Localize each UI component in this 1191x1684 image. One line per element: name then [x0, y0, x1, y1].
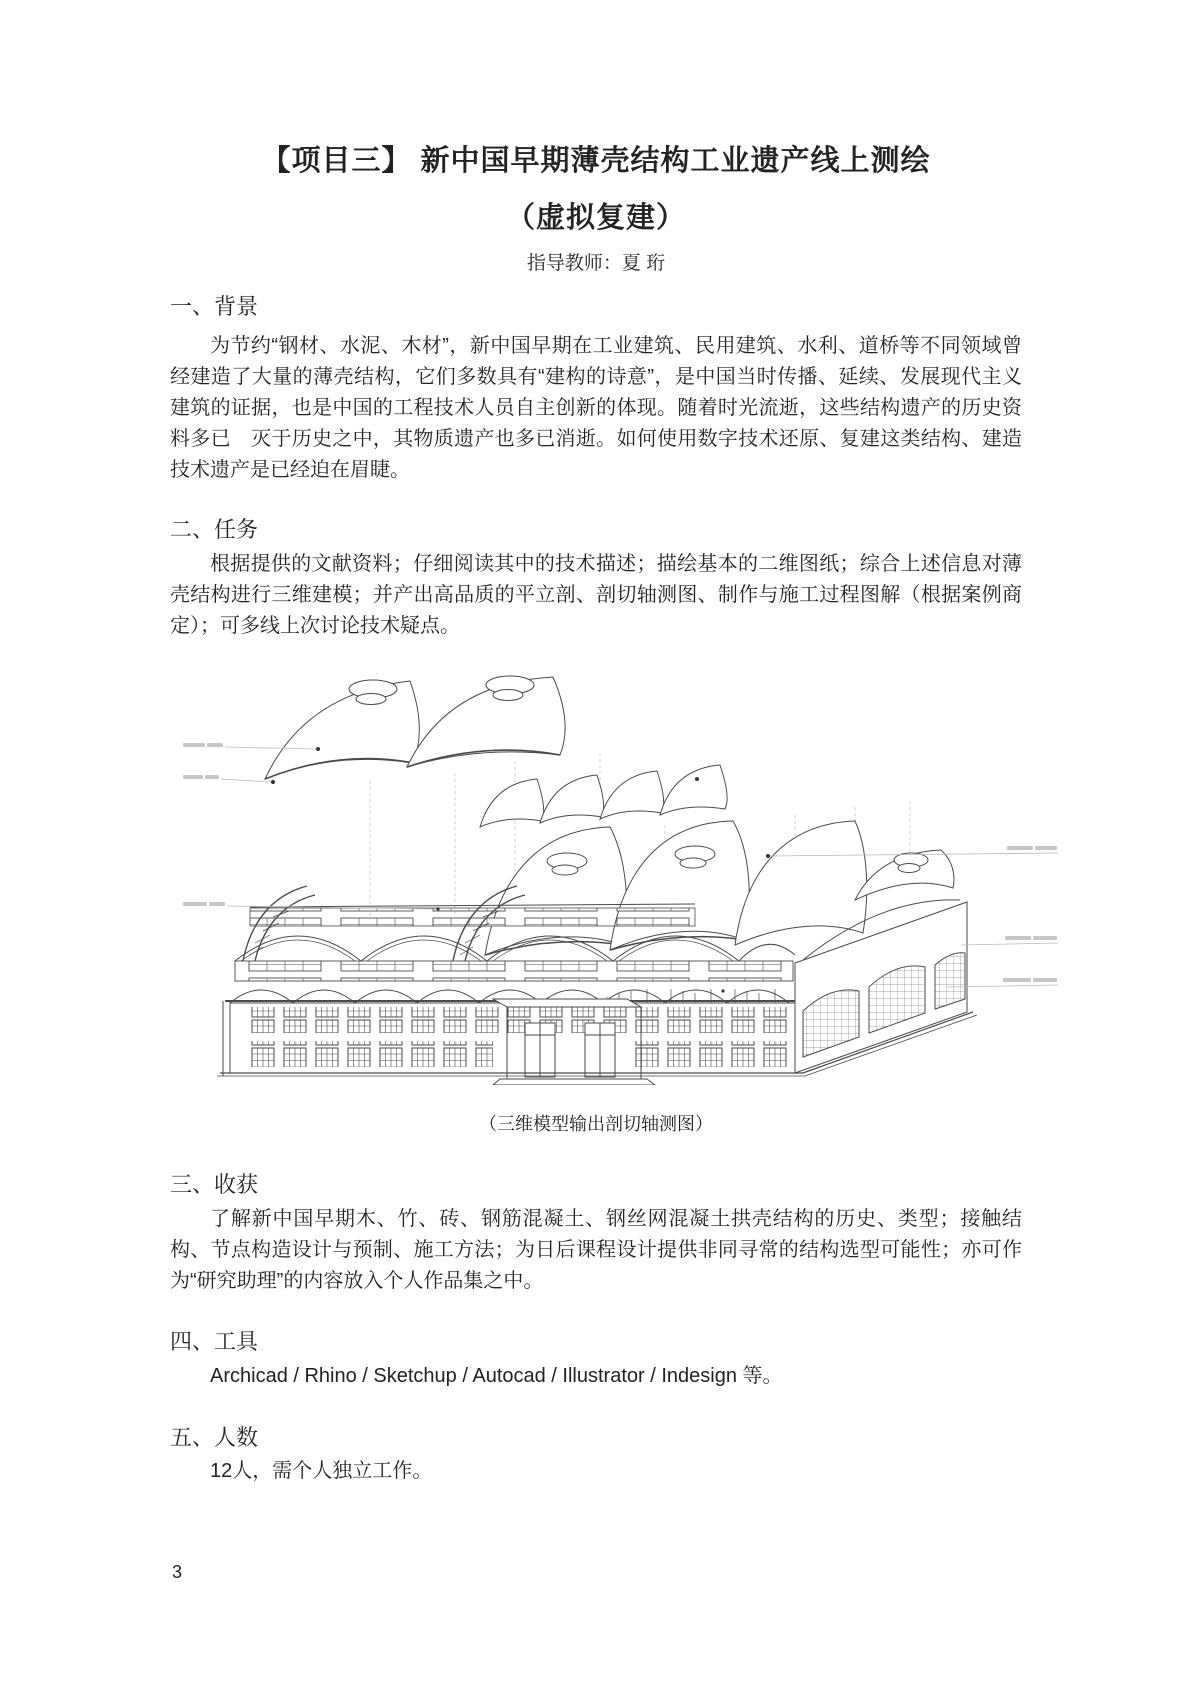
section-body-task: 根据提供的文献资料；仔细阅读其中的技术描述；描绘基本的二维图纸；综合上述信息对薄壳结构进行三维建模；并产出高品质的平立剖、剖切轴测图、制作与施工过程图解（根据案例商定）；可多线上次讨论技术疑点。 — [170, 553, 1022, 637]
section-body-background: 为节约“钢材、水泥、木材”，新中国早期在工业建筑、民用建筑、水利、道桥等不同领域曾经建造了大量的薄壳结构，它们多数具有“建构的诗意”，是中国当时传播、延续、发展现代主义建筑的证据，也是中国的工程技术人员自主创新的体现。随着时光流逝，这些结构遗产的历史资料多已 灭于历史之中，其物质遗产也多已消逝。如何使用数字技术还原、复建这类结构、建造技术遗产是已经迫在眉睫。 — [170, 335, 1022, 481]
figure-axonometric-drawing — [155, 655, 1065, 1085]
section-heading-background: 一、背景 — [170, 294, 259, 319]
figure-caption: （三维模型输出剖切轴测图） — [479, 1114, 713, 1134]
factory-building — [217, 821, 977, 1085]
section-heading-task: 二、任务 — [170, 517, 259, 542]
section-body-tools: Archicad / Rhino / Sketchup / Autocad / Illustrator / Indesign 等。 — [210, 1365, 783, 1387]
page-title: 【项目三】 新中国早期薄壳结构工业遗产线上测绘 — [261, 145, 931, 177]
section-heading-tools: 四、工具 — [170, 1329, 259, 1354]
section-body-gains: 了解新中国早期木、竹、砖、钢筋混凝土、钢丝网混凝土拱壳结构的历史、类型；接触结构、节点构造设计与预制、施工方法；为日后课程设计提供非同寻常的结构选型可能性；亦可作为“研究助理”的内容放入个人作品集之中。 — [170, 1208, 1022, 1292]
section-body-headcount: 12人，需个人独立工作。 — [210, 1460, 433, 1482]
section-heading-gains: 三、收获 — [170, 1172, 259, 1197]
exploded-shell-pair — [265, 676, 565, 779]
page-number: 3 — [172, 1562, 183, 1582]
page-subtitle: （虚拟复建） — [505, 202, 686, 234]
instructor-line: 指导教师：夏 珩 — [526, 253, 666, 274]
section-heading-headcount: 五、人数 — [170, 1425, 259, 1450]
axonometric-drawing-svg — [155, 655, 1065, 1085]
exploded-small-shells — [480, 765, 727, 827]
